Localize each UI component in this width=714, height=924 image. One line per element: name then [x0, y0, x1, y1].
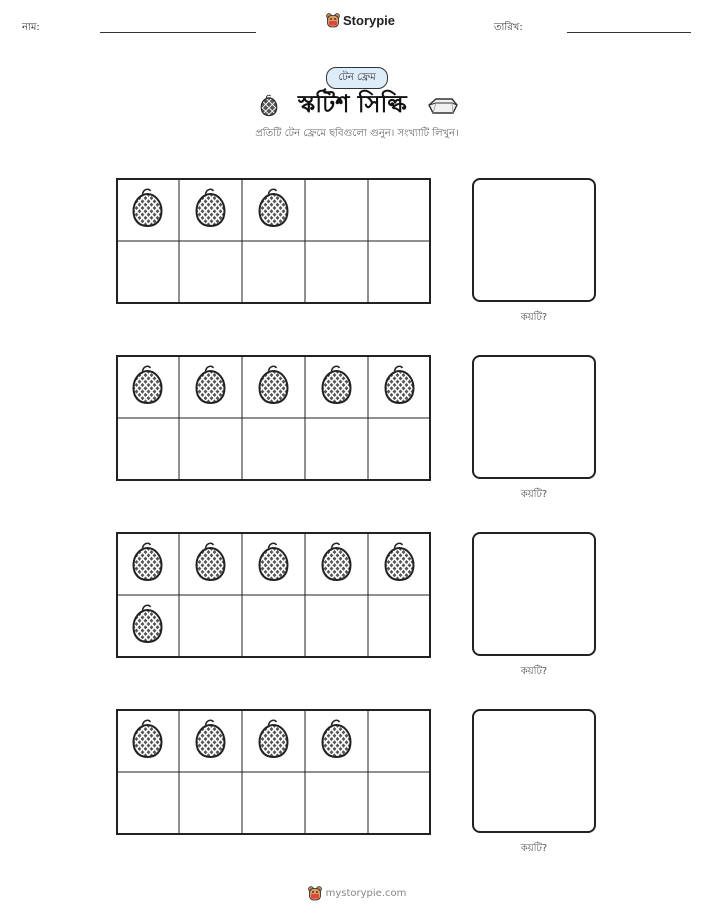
answer-box-1[interactable] [472, 178, 596, 302]
net-bag-icon [116, 363, 196, 407]
ten-frame-2 [116, 355, 431, 481]
answer-box-2[interactable] [472, 355, 596, 479]
name-label: নাম: [22, 22, 40, 33]
answer-box-3[interactable] [472, 532, 596, 656]
net-bag-icon [259, 92, 279, 118]
stone-icon [425, 96, 459, 116]
ten-frame-4 [116, 709, 431, 835]
net-bag-icon [116, 602, 196, 646]
net-bag-icon [285, 540, 385, 584]
net-bag-icon [348, 540, 432, 584]
net-bag-icon [116, 540, 196, 584]
ten-frame-grid [116, 355, 431, 481]
ten-frame-1 [116, 178, 431, 304]
date-line[interactable] [567, 32, 691, 33]
brand-name: Storypie [343, 13, 396, 28]
ten-frame-grid [116, 178, 431, 304]
how-many-label-2: কয়টি? [520, 489, 548, 500]
date-label: তারিখ: [494, 22, 523, 33]
brand-logo [326, 13, 395, 28]
net-bag-icon [159, 717, 259, 761]
net-bag-icon [222, 540, 322, 584]
how-many-label-4: কয়টি? [520, 843, 548, 854]
footer [0, 886, 714, 901]
ten-frame-3 [116, 532, 431, 658]
net-bag-icon [159, 363, 259, 407]
ten-frame-grid [116, 709, 431, 835]
footer-site: mystorypie.com [325, 888, 407, 899]
net-bag-icon [222, 717, 322, 761]
instructions: প্রতিটি টেন ফ্রেমে ছবিগুলো গুনুন। সংখ্যাটি লিখুন। [255, 128, 459, 139]
net-bag-icon [116, 717, 196, 761]
storypie-bear-icon [308, 886, 322, 901]
name-line[interactable] [100, 32, 256, 33]
net-bag-icon [159, 540, 259, 584]
ten-frame-grid [116, 532, 431, 658]
net-bag-icon [116, 186, 196, 230]
how-many-label-3: কয়টি? [520, 666, 548, 677]
net-bag-icon [222, 186, 322, 230]
net-bag-icon [348, 363, 432, 407]
net-bag-icon [285, 363, 385, 407]
net-bag-icon [159, 186, 259, 230]
net-bag-icon [222, 363, 322, 407]
answer-box-4[interactable] [472, 709, 596, 833]
net-bag-icon [285, 717, 385, 761]
storypie-bear-icon [326, 13, 340, 28]
page-title: স্কটিশ সিল্কি [298, 90, 407, 118]
how-many-label-1: কয়টি? [520, 312, 548, 323]
ten-frame-badge: টেন ফ্রেম [326, 67, 388, 89]
